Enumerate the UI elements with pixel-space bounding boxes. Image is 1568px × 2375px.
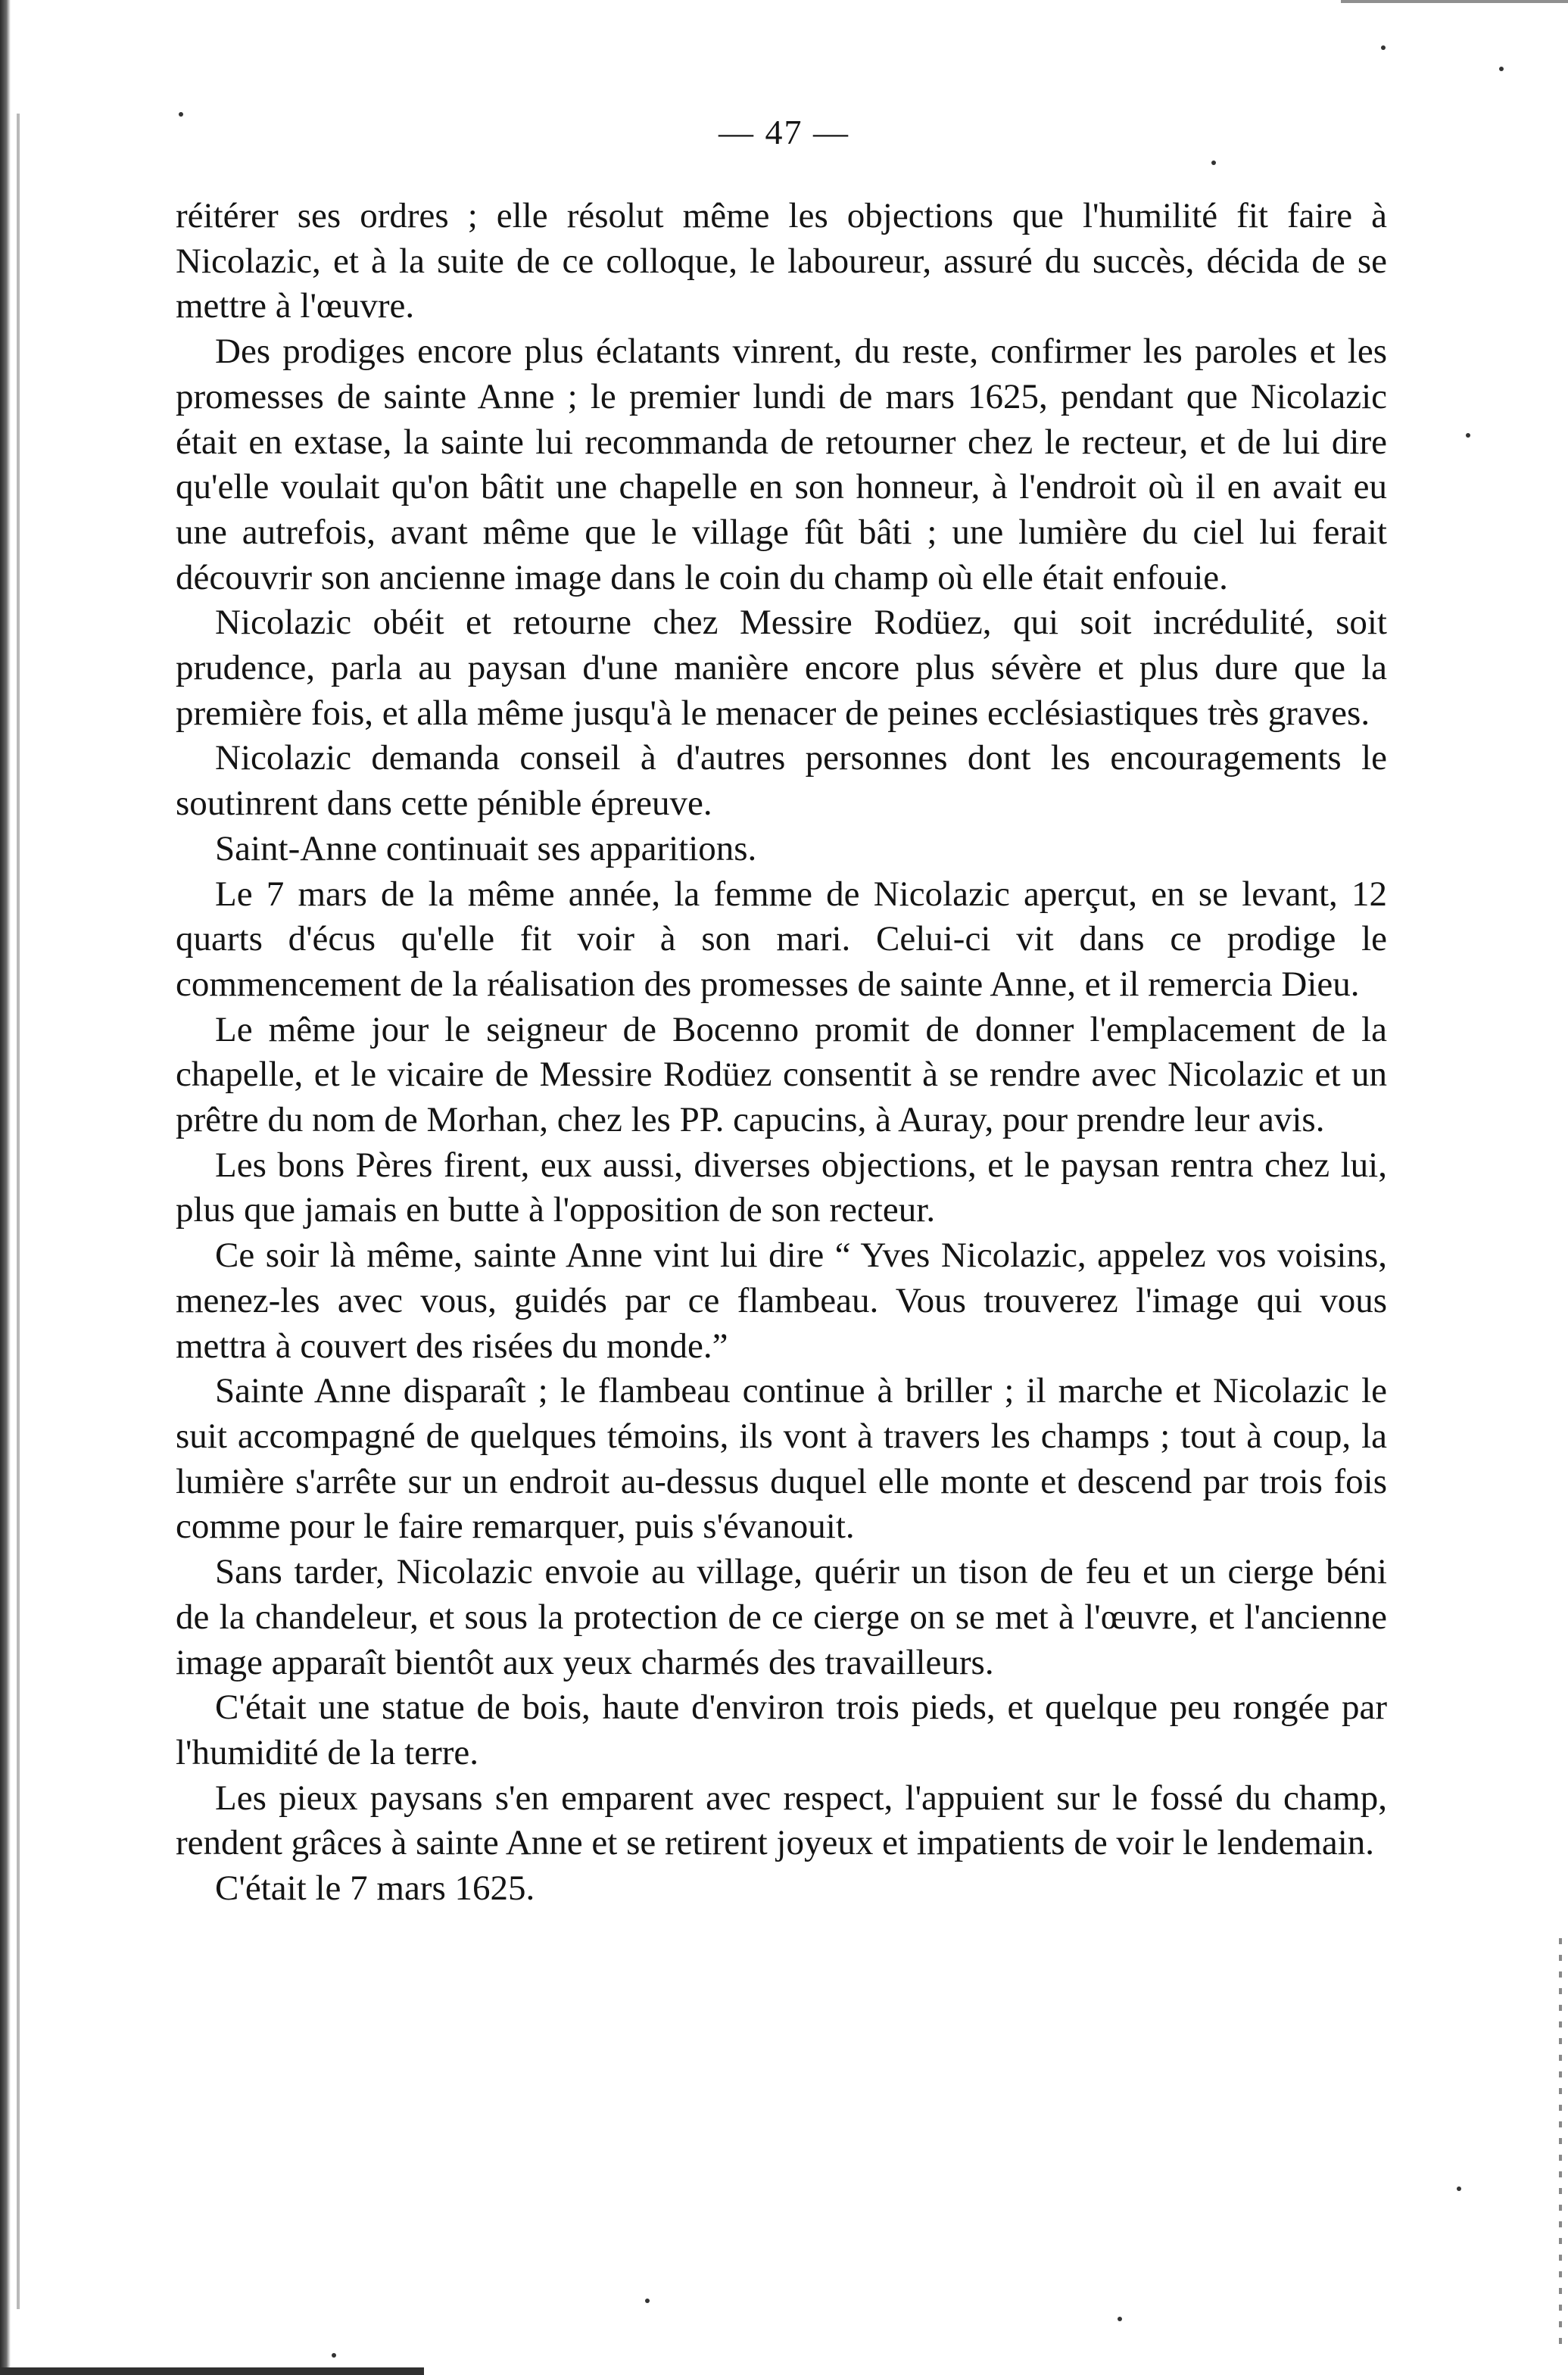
paragraph: Les bons Pères firent, eux aussi, diverses objections, et le paysan rentra chez lui, plus que jamais en butte à l'opposition de son recteur. bbox=[176, 1145, 1387, 1230]
paragraph: Nicolazic demanda conseil à d'autres personnes dont les encouragements le soutinrent dans cette pénible épreuve. bbox=[176, 738, 1387, 824]
body-text bbox=[176, 194, 1387, 1912]
scan-speck bbox=[332, 2353, 336, 2358]
scan-speck bbox=[645, 2299, 650, 2303]
scan-speck bbox=[1381, 45, 1386, 50]
page-edge-top bbox=[1341, 0, 1568, 3]
scan-speck bbox=[1466, 433, 1470, 438]
scan-speck bbox=[1499, 67, 1504, 71]
page-number: — 47 — bbox=[719, 113, 849, 151]
paragraph: Sainte Anne disparaît ; le flambeau continue à briller ; il marche et Nicolazic le suit accompagné de quelques témoins, ils vont à travers les champs ; tout à coup, la lumière s'arrête sur un endroit au-dessus duquel elle monte et descend par trois fois comme pour le faire remarquer, puis s'évanouit. bbox=[176, 1371, 1387, 1547]
page-edge-bottom bbox=[0, 2367, 424, 2375]
paragraph: Les pieux paysans s'en emparent avec respect, l'appuient sur le fossé du champ, rendent grâces à sainte Anne et se retirent joyeux et impatients de voir le lendemain. bbox=[176, 1778, 1387, 1863]
scan-speck bbox=[1118, 2317, 1122, 2321]
page-edge-left bbox=[0, 0, 11, 2375]
paragraph: Sans tarder, Nicolazic envoie au village, quérir un tison de feu et un cierge béni de la chandeleur, et sous la protection de ce cierge on se met à l'œuvre, et l'ancienne image apparaît bientôt aux yeux charmés des travailleurs. bbox=[176, 1552, 1387, 1682]
paragraph: Ce soir là même, sainte Anne vint lui dire “ Yves Nicolazic, appelez vos voisins, menez-les avec vous, guidés par ce flambeau. Vous trouverez l'image qui vous mettra à couvert des risées du monde.” bbox=[176, 1236, 1387, 1366]
paragraph: Le 7 mars de la même année, la femme de Nicolazic aperçut, en se levant, 12 quarts d'écus qu'elle fit voir à son mari. Celui-ci vit dans ce prodige le commencement de la réalisation des promesses de sainte Anne, et il remercia Dieu. bbox=[176, 874, 1387, 1004]
paragraph: Des prodiges encore plus éclatants vinrent, du reste, confirmer les paroles et les promesses de sainte Anne ; le premier lundi de mars 1625, pendant que Nicolazic était en extase, la sainte lui recommanda de retourner chez le recteur, et de lui dire qu'elle voulait qu'on bâtit une chapelle en son honneur, à l'endroit où il en avait eu une autrefois, avant même que le village fût bâti ; une lumière du ciel lui ferait découvrir son ancienne image dans le coin du champ où elle était enfouie. bbox=[176, 332, 1387, 597]
page-edge-shadow bbox=[17, 114, 20, 2309]
page-edge-right-marks bbox=[1559, 1938, 1562, 2347]
paragraph: Nicolazic obéit et retourne chez Messire Rodüez, qui soit incrédulité, soit prudence, parla au paysan d'une manière encore plus sévère et plus dure que la première fois, et alla même jusqu'à le menacer de peines ecclésiastiques très graves. bbox=[176, 603, 1387, 733]
paragraph: Le même jour le seigneur de Bocenno promit de donner l'emplacement de la chapelle, et le vicaire de Messire Rodüez consentit à se rendre avec Nicolazic et un prêtre du nom de Morhan, chez les PP. capucins, à Auray, pour prendre leur avis. bbox=[176, 1009, 1387, 1140]
paragraph: Saint-Anne continuait ses apparitions. bbox=[215, 828, 757, 868]
paragraph: C'était le 7 mars 1625. bbox=[215, 1869, 535, 1909]
paragraph: réitérer ses ordres ; elle résolut même les objections que l'humilité fit faire à Nicolazic, et à la suite de ce colloque, le laboureur, assuré du succès, décida de se mettre à l'œuvre. bbox=[176, 196, 1387, 326]
paragraph: C'était une statue de bois, haute d'environ trois pieds, et quelque peu rongée par l'humidité de la terre. bbox=[176, 1688, 1387, 1772]
scan-speck bbox=[1211, 161, 1216, 165]
scan-speck bbox=[1457, 2186, 1461, 2191]
